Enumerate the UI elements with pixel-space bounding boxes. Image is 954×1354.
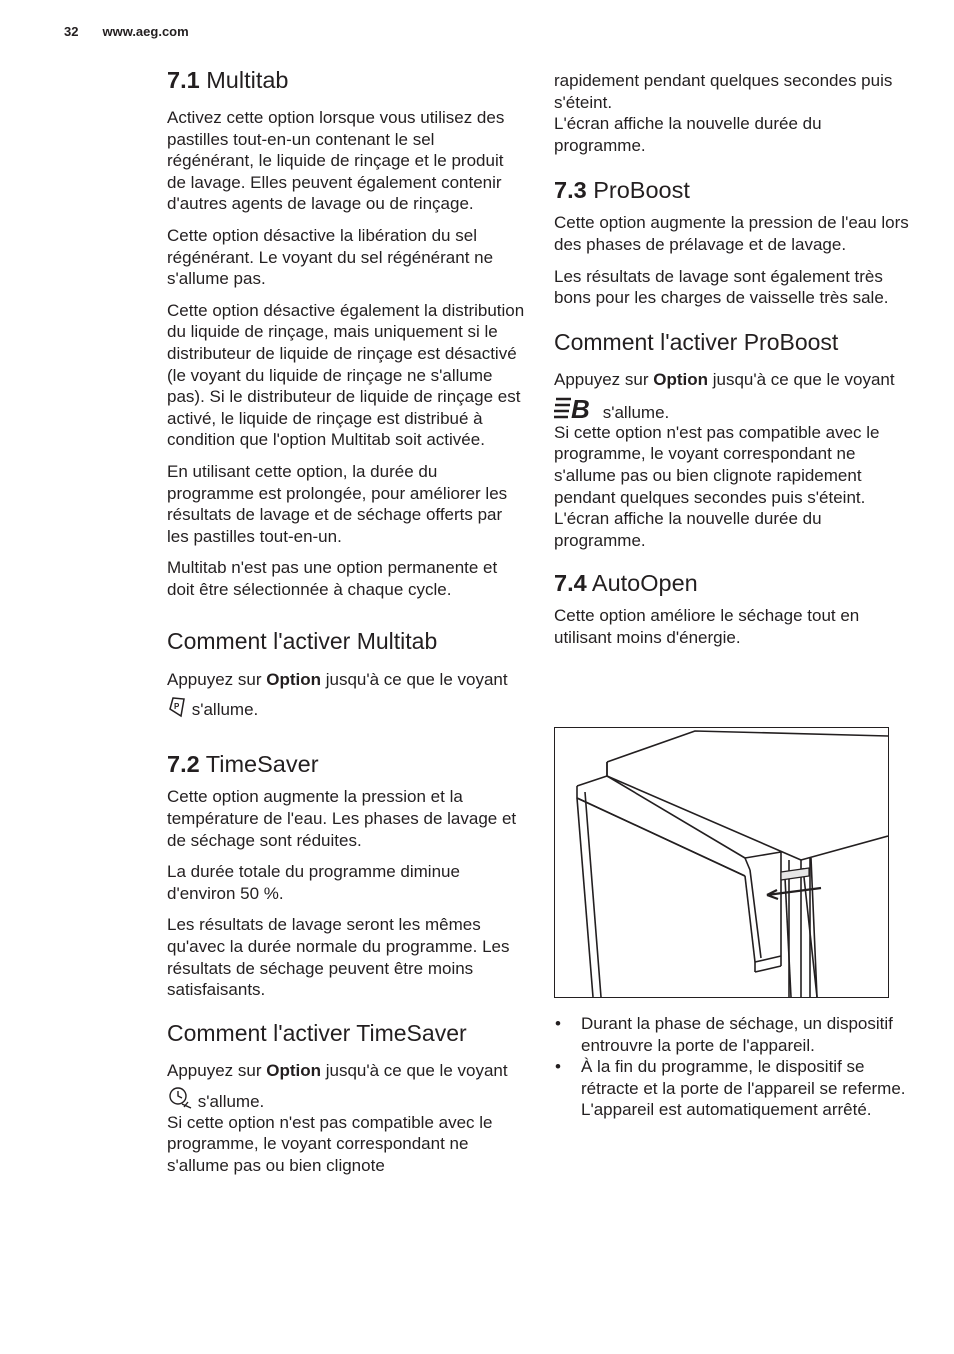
multitab-paragraph-5: Multitab n'est pas une option permanente et doit être sélectionnée à chaque cycle. bbox=[167, 558, 498, 599]
svg-text:P: P bbox=[174, 702, 180, 712]
multitab-howto-text bbox=[167, 665, 525, 728]
text-run: jusqu'à ce que le voyant bbox=[321, 670, 508, 690]
left-column bbox=[167, 66, 525, 1187]
bullet-text: À la fin du programme, le dispositif se rétracte et la porte de l'appareil se referme. L'appareil est automatiquement arrêté. bbox=[581, 1057, 906, 1120]
text-run: Appuyez sur bbox=[167, 1060, 267, 1080]
section-7-1-heading bbox=[167, 66, 525, 94]
page-number: 32 bbox=[64, 24, 79, 39]
list-item bbox=[554, 1056, 914, 1121]
dishwasher-door-drawing bbox=[555, 728, 888, 997]
multitab-paragraph-2: Cette option désactive la libération du sel régénérant. Le voyant du sel régénérant ne s'allume pas. bbox=[167, 225, 494, 289]
option-label: Option bbox=[266, 670, 321, 690]
bullet-text: Durant la phase de séchage, un dispositif entrouvre la porte de l'appareil. bbox=[581, 1014, 893, 1055]
autoopen-paragraph-1: Cette option améliore le séchage tout en utilisant moins d'énergie. bbox=[554, 606, 860, 647]
proboost-paragraph-1: Cette option augmente la pression de l'eau lors des phases de prélavage et de lavage. bbox=[554, 213, 909, 254]
section-title: ProBoost bbox=[593, 177, 690, 204]
section-title: Multitab bbox=[206, 67, 289, 93]
proboost-howto-more-2: L'écran affiche la nouvelle durée du programme. bbox=[554, 509, 822, 550]
proboost-howto-text bbox=[554, 365, 914, 429]
timesaver-paragraph-3: Les résultats de lavage seront les mêmes qu'avec la durée normale du programme. Les résultats de séchage peuvent être moins satisfaisants. bbox=[167, 915, 510, 1000]
timesaver-howto-more: Si cette option n'est pas compatible avec le programme, le voyant correspondant ne s'allume pas ou bien clignote bbox=[167, 1112, 493, 1175]
section-number: 7.3 bbox=[554, 177, 587, 204]
text-run: Appuyez sur bbox=[554, 369, 654, 389]
timesaver-paragraph-1: Cette option augmente la pression et la température de l'eau. Les phases de lavage et de séchage sont réduites. bbox=[167, 787, 517, 850]
option-label: Option bbox=[653, 369, 708, 389]
timesaver-paragraph-2: La durée totale du programme diminue d'environ 50 %. bbox=[167, 862, 460, 903]
section-number: 7.4 bbox=[554, 570, 587, 597]
bullet-mark: • bbox=[555, 1014, 561, 1033]
multitab-howto-heading: Comment l'activer Multitab bbox=[167, 628, 438, 655]
autoopen-illustration bbox=[554, 727, 889, 998]
list-item bbox=[554, 1013, 914, 1056]
section-7-2-heading bbox=[167, 750, 525, 778]
text-run: Appuyez sur bbox=[167, 670, 267, 690]
multitab-tablet-icon bbox=[167, 696, 187, 728]
text-run: s'allume. bbox=[598, 402, 670, 422]
multitab-paragraph-1: Activez cette option lorsque vous utilisez des pastilles tout-en-un contenant le sel régénérant, le liquide de rinçage et le produit de lavage. Elles peuvent également contenir d'autres agents de lavage ou de rinçage. bbox=[167, 108, 505, 214]
section-title: TimeSaver bbox=[205, 751, 319, 778]
section-number: 7.1 bbox=[167, 67, 200, 93]
timesaver-howto-text bbox=[167, 1056, 525, 1120]
text-run: jusqu'à ce que le voyant bbox=[321, 1060, 508, 1080]
right-column bbox=[554, 70, 914, 659]
timesaver-continued-2: L'écran affiche la nouvelle durée du programme. bbox=[554, 114, 822, 155]
multitab-paragraph-4: En utilisant cette option, la durée du programme est prolongée, pour améliorer les résultats de lavage et de séchage offerts par les pastilles tout-en-un. bbox=[167, 461, 508, 546]
section-number: 7.2 bbox=[167, 751, 200, 778]
section-7-4-heading bbox=[554, 569, 914, 597]
section-title: AutoOpen bbox=[591, 570, 698, 597]
bullet-list bbox=[554, 1013, 914, 1121]
text-run: s'allume. bbox=[187, 700, 259, 720]
text-run: jusqu'à ce que le voyant bbox=[708, 369, 895, 389]
proboost-paragraph-2: Les résultats de lavage sont également très bons pour les charges de vaisselle très sale. bbox=[554, 266, 889, 308]
timesaver-continued-1: rapidement pendant quelques secondes puis s'éteint. bbox=[554, 71, 893, 112]
website-url: www.aeg.com bbox=[102, 24, 189, 39]
multitab-paragraph-3: Cette option désactive également la distribution du liquide de rinçage, mais uniquement si le distributeur de liquide de rinçage est désactivé (le voyant du liquide de rinçage ne s'allume pas). Si le distributeur de liquide de rinçage est activé, le liquide de rinçage est distribué à condition que l'option Multitab soit activée. bbox=[167, 300, 525, 450]
text-run: s'allume. bbox=[193, 1091, 265, 1111]
section-7-3-heading bbox=[554, 176, 914, 204]
svg-text:B: B bbox=[571, 393, 590, 420]
bullet-mark: • bbox=[555, 1057, 561, 1077]
page-header bbox=[64, 24, 189, 39]
proboost-howto-heading: Comment l'activer ProBoost bbox=[554, 328, 839, 355]
autoopen-bullets bbox=[554, 1013, 914, 1121]
option-label: Option bbox=[266, 1060, 321, 1080]
proboost-howto-more: Si cette option n'est pas compatible avec le programme, le voyant correspondant ne s'allume pas ou bien clignote rapidement pendant quelques secondes puis s'éteint. bbox=[554, 422, 880, 507]
timesaver-howto-heading: Comment l'activer TimeSaver bbox=[167, 1019, 467, 1046]
